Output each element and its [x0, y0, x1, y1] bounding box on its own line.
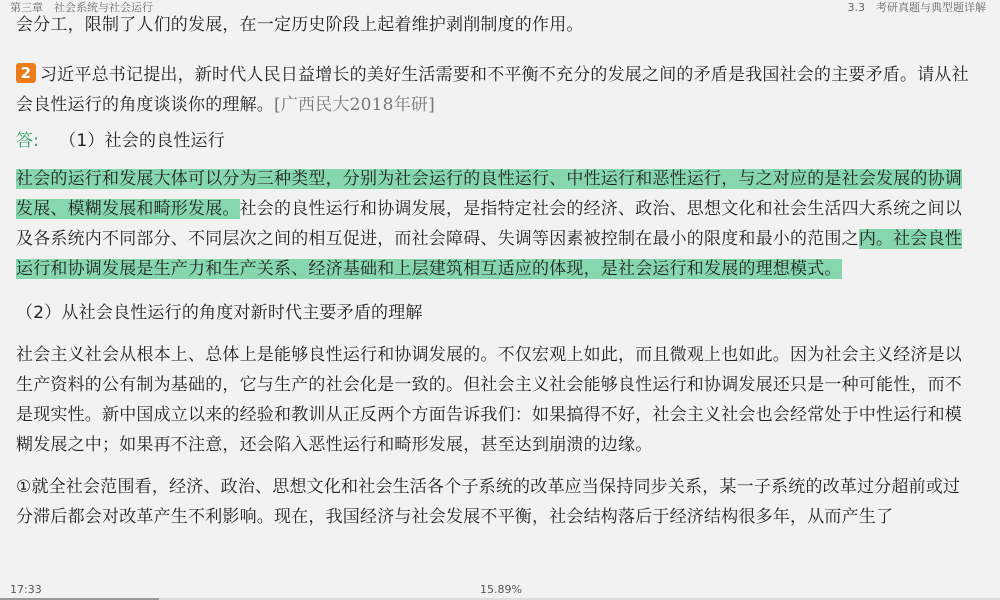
section-title: 3.3 考研真题与典型题详解: [847, 1, 986, 14]
answer-paragraph-1-text: 社会的良性运行和协调发展，是指特定社会的经济、政治、思想文化和社会生活四大系统之间以及各系统内不同部分、不同层次之间的相互促进，而社会障碍、失调等因素被控制在最小的限度和最小的范围之: [16, 199, 963, 249]
reader-footer: [0, 580, 1000, 600]
highlight-2[interactable]: 内。社会良性运行和协调发展是生产力和生产关系、经济基础和上层建筑相互适应的体现，是社会运行和发展的理想模式。: [16, 229, 963, 279]
clock: 17:33: [10, 583, 42, 596]
answer-paragraph-3: ①就全社会范围看，经济、政治、思想文化和社会生活各个子系统的改革应当保持同步关系，某一子系统的改革过分超前或过分滞后都会对改革产生不利影响。现在，我国经济与社会发展不平衡，社会结构落后于经济结构很多年，从而产生了: [16, 477, 961, 527]
reading-progress-text: 15.89%: [480, 583, 522, 596]
answer-paragraph-1: [16, 164, 976, 284]
answer-label: 答:: [16, 131, 40, 151]
question-number-badge: 2: [16, 63, 36, 83]
page-content: [16, 10, 976, 532]
answer-paragraph-2: 社会主义社会从根本上、总体上是能够良性运行和协调发展的。不仅宏观上如此，而且微观上也如此。因为社会主义经济是以生产资料的公有制为基础的，它与生产的社会化是一致的。但社会主义社会能够良性运行和协调发展还只是一种可能性，而不是现实性。新中国成立以来的经验和教训从正反两个方面告诉我们：如果搞得不好，社会主义社会也会经常处于中性运行和模糊发展之中；如果再不注意，还会陷入恶性运行和畸形发展，甚至达到崩溃的边缘。: [16, 345, 962, 455]
chapter-title: 第三章 社会系统与社会运行: [10, 1, 153, 14]
answer-heading-1-text: （1）社会的良性运行: [59, 131, 225, 151]
answer-heading-2: （2）从社会良性运行的角度对新时代主要矛盾的理解: [16, 303, 423, 323]
paragraph-continued: 会分工，限制了人们的发展，在一定历史阶段上起着维护剥削制度的作用。: [16, 15, 584, 35]
highlight-1[interactable]: 社会的运行和发展大体可以分为三种类型，分别为社会运行的良性运行、中性运行和恶性运行，与之对应的是社会发展的协调发展、模糊发展和畸形发展。: [16, 169, 962, 219]
question-paragraph: [16, 60, 976, 120]
answer-heading-1: [16, 126, 976, 156]
question-source: [广西民大2018年研]: [274, 95, 435, 115]
question-text: 习近平总书记提出，新时代人民日益增长的美好生活需要和不平衡不充分的发展之间的矛盾是我国社会的主要矛盾。请从社会良性运行的角度谈谈你的理解。: [16, 65, 969, 115]
